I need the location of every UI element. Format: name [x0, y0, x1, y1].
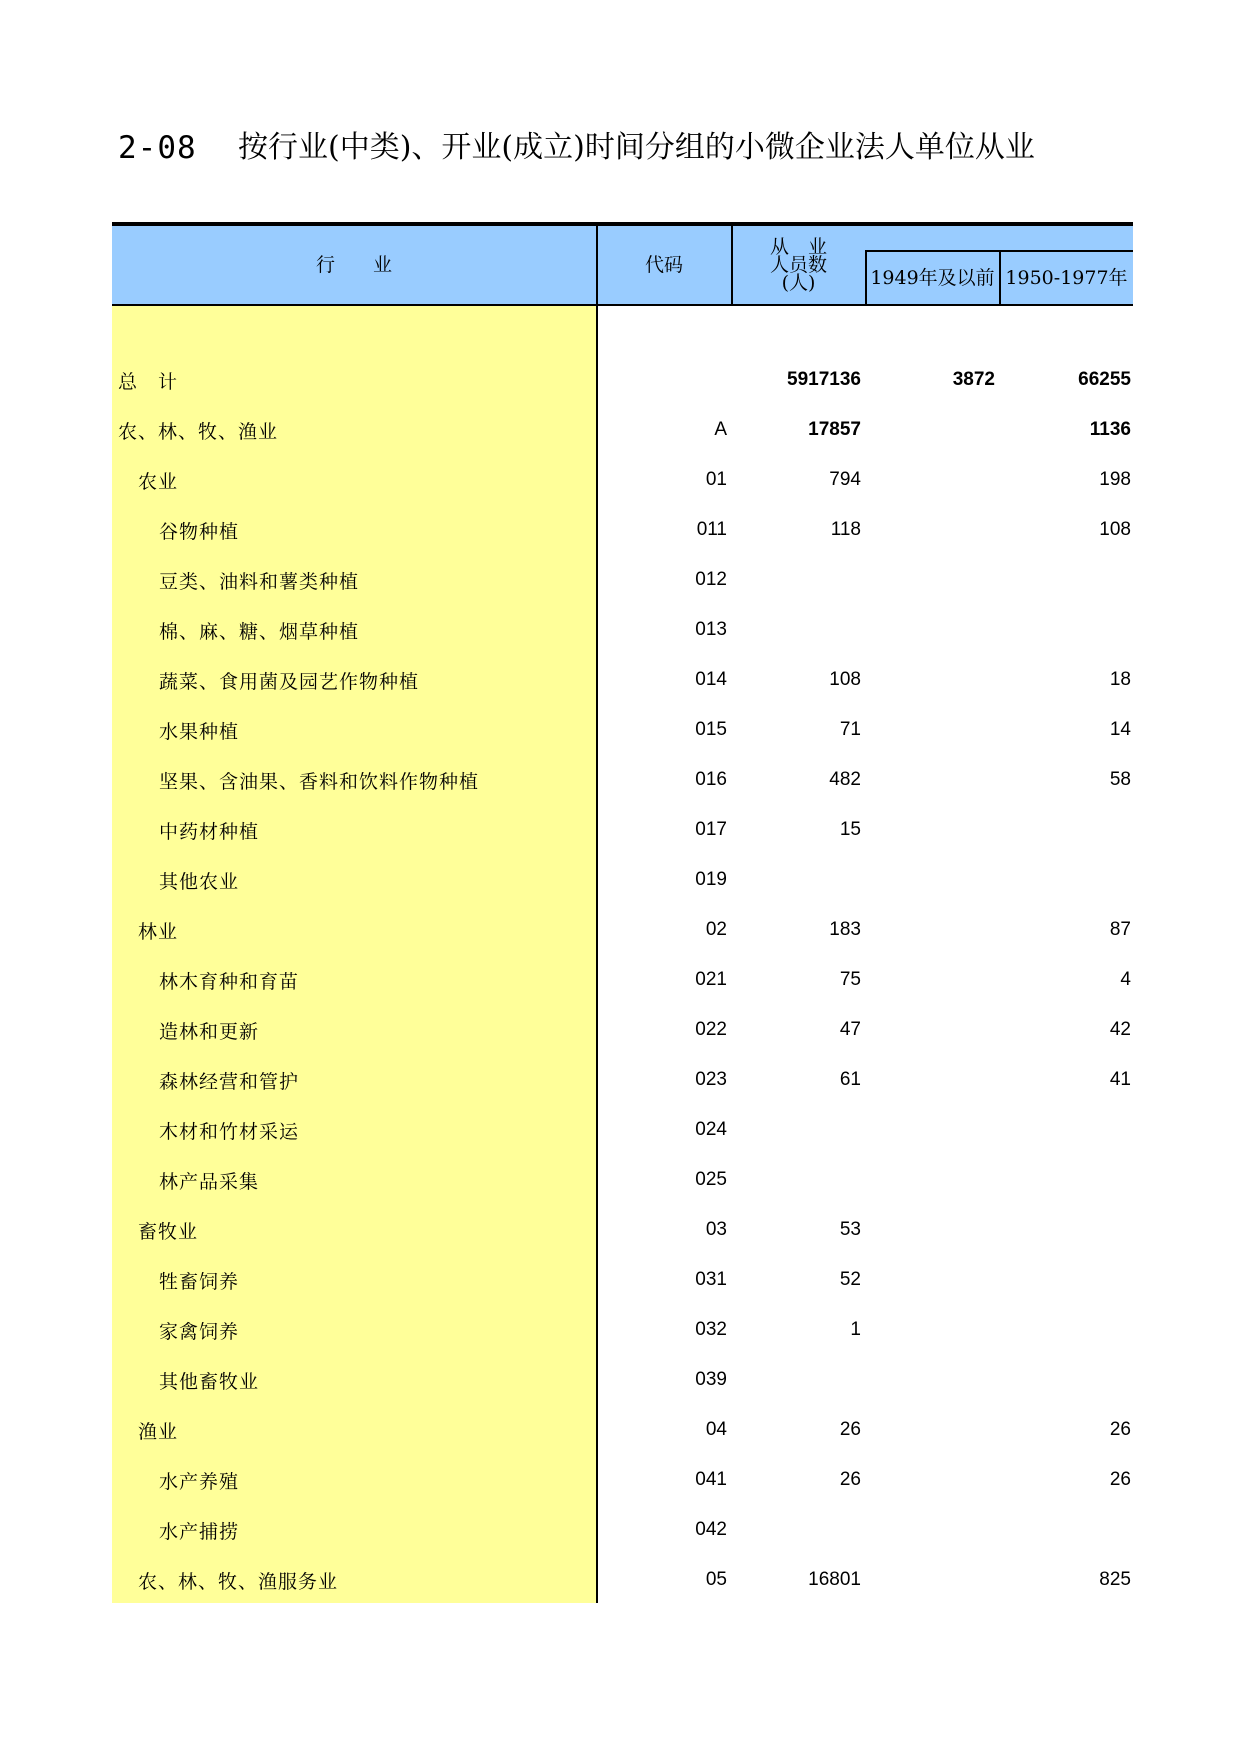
industry-name: 农、林、牧、渔业: [118, 420, 279, 443]
industry-name: 林产品采集: [159, 1170, 260, 1193]
count-1949-and-before: [866, 1555, 995, 1605]
count-1949-and-before: [866, 1405, 995, 1455]
employees-count: 61: [839, 1069, 861, 1090]
industry-name: 水产养殖: [159, 1470, 240, 1493]
count-1950-1977: [1002, 1105, 1131, 1155]
employees-count: 183: [829, 919, 861, 940]
count-1949-and-before: [866, 1255, 995, 1305]
count-1949-and-before: 3872: [952, 369, 995, 390]
count-1949-and-before: [866, 805, 995, 855]
count-1950-1977: 87: [1109, 919, 1131, 940]
employees-count: 26: [839, 1469, 861, 1490]
count-1949-and-before: [866, 1005, 995, 1055]
employees-count: 794: [829, 469, 861, 490]
count-1950-1977: 66255: [1078, 369, 1131, 390]
industry-code: 019: [695, 869, 727, 890]
count-1949-and-before: [866, 605, 995, 655]
table-row: [112, 1355, 1133, 1405]
count-1950-1977: 18: [1109, 669, 1131, 690]
employees-count: 53: [839, 1219, 861, 1240]
count-1950-1977: [1002, 805, 1131, 855]
count-1950-1977: 108: [1099, 519, 1131, 540]
count-1950-1977: [1002, 1155, 1131, 1205]
employees-count: [732, 1355, 861, 1405]
industry-name: 木材和竹材采运: [159, 1120, 300, 1143]
table-row: [112, 1455, 1133, 1505]
employees-count: [732, 1505, 861, 1555]
table-row: [112, 455, 1133, 505]
industry-name: 蔬菜、食用菌及园艺作物种植: [159, 670, 420, 693]
industry-code: 039: [695, 1369, 727, 1390]
table-row: [112, 1105, 1133, 1155]
industry-name: 农、林、牧、渔服务业: [138, 1570, 339, 1593]
industry-name: 森林经营和管护: [159, 1070, 300, 1093]
industry-code: 023: [695, 1069, 727, 1090]
column-header-employees: [732, 228, 865, 302]
count-1949-and-before: [866, 905, 995, 955]
table-title-text: 按行业(中类)、开业(成立)时间分组的小微企业法人单位从业: [238, 130, 1035, 165]
count-1950-1977: [1002, 1205, 1131, 1255]
employees-count: 15: [839, 819, 861, 840]
column-header-1950-1977: 1950-1977年: [1005, 267, 1128, 289]
table-title: [118, 128, 1133, 168]
count-1950-1977: 26: [1109, 1419, 1131, 1440]
table-row: [112, 855, 1133, 905]
count-1950-1977: 41: [1109, 1069, 1131, 1090]
count-1949-and-before: [866, 1055, 995, 1105]
employees-count: 71: [839, 719, 861, 740]
count-1950-1977: [1002, 555, 1131, 605]
industry-code: 025: [695, 1169, 727, 1190]
count-1949-and-before: [866, 1155, 995, 1205]
industry-name: 总 计: [118, 370, 179, 393]
industry-code: [598, 355, 727, 405]
table-row: [112, 1155, 1133, 1205]
employees-count: [732, 555, 861, 605]
count-1949-and-before: [866, 1505, 995, 1555]
employees-count: 482: [829, 769, 861, 790]
count-1950-1977: [1002, 855, 1131, 905]
industry-name: 牲畜饲养: [159, 1270, 240, 1293]
industry-code: 01: [705, 469, 727, 490]
count-1950-1977: [1002, 1505, 1131, 1555]
count-1949-and-before: [866, 1305, 995, 1355]
count-1950-1977: 4: [1120, 969, 1131, 990]
table-row: [112, 1005, 1133, 1055]
industry-name: 林业: [138, 920, 179, 943]
count-1949-and-before: [866, 655, 995, 705]
employees-count: [732, 855, 861, 905]
industry-name: 渔业: [138, 1420, 179, 1443]
employees-count: 17857: [808, 419, 861, 440]
table-row: [112, 1305, 1133, 1355]
industry-code: 016: [695, 769, 727, 790]
table-row: [112, 1255, 1133, 1305]
column-header-industry: 行 业: [315, 254, 392, 276]
industry-name: 水产捕捞: [159, 1520, 240, 1543]
employees-count: 75: [839, 969, 861, 990]
count-1949-and-before: [866, 705, 995, 755]
table-row: [112, 1505, 1133, 1555]
employees-count: [732, 605, 861, 655]
table-row: [112, 605, 1133, 655]
table-row: [112, 905, 1133, 955]
industry-code: 014: [695, 669, 727, 690]
industry-code: 042: [695, 1519, 727, 1540]
industry-name: 畜牧业: [138, 1220, 199, 1243]
industry-name: 坚果、含油果、香料和饮料作物种植: [159, 770, 480, 793]
count-1949-and-before: [866, 455, 995, 505]
table-row: [112, 1555, 1133, 1605]
industry-name: 棉、麻、糖、烟草种植: [159, 620, 360, 643]
count-1949-and-before: [866, 1455, 995, 1505]
count-1949-and-before: [866, 505, 995, 555]
column-header-1949-and-before: 1949年及以前: [870, 267, 995, 289]
table-number: 2-08: [118, 130, 197, 166]
column-header-employees-line1: 从 业: [769, 236, 827, 258]
employees-count: [732, 1105, 861, 1155]
table-row: [112, 955, 1133, 1005]
table-row: [112, 705, 1133, 755]
count-1950-1977: [1002, 1255, 1131, 1305]
table-row: [112, 555, 1133, 605]
table-row: [112, 1055, 1133, 1105]
industry-code: 041: [695, 1469, 727, 1490]
table-row: [112, 805, 1133, 855]
industry-code: 05: [705, 1569, 727, 1590]
count-1949-and-before: [866, 955, 995, 1005]
table-row: [112, 405, 1133, 455]
industry-name: 家禽饲养: [159, 1320, 240, 1343]
industry-name: 其他畜牧业: [159, 1370, 260, 1393]
employees-count: [732, 1155, 861, 1205]
industry-code: A: [714, 419, 727, 440]
industry-code: 015: [695, 719, 727, 740]
count-1949-and-before: [866, 405, 995, 455]
count-1950-1977: 58: [1109, 769, 1131, 790]
count-1950-1977: 14: [1109, 719, 1131, 740]
industry-name: 农业: [138, 470, 179, 493]
industry-code: 021: [695, 969, 727, 990]
industry-code: 022: [695, 1019, 727, 1040]
table-row: [112, 1205, 1133, 1255]
count-1949-and-before: [866, 555, 995, 605]
count-1950-1977: 26: [1109, 1469, 1131, 1490]
table-row: [112, 655, 1133, 705]
count-1950-1977: 825: [1099, 1569, 1131, 1590]
industry-code: 03: [705, 1219, 727, 1240]
table-row: [112, 505, 1133, 555]
industry-code: 013: [695, 619, 727, 640]
industry-code: 012: [695, 569, 727, 590]
industry-code: 02: [705, 919, 727, 940]
column-header-code: 代码: [644, 254, 683, 276]
employees-count: 5917136: [787, 369, 861, 390]
count-1949-and-before: [866, 1205, 995, 1255]
count-1949-and-before: [866, 1355, 995, 1405]
count-1949-and-before: [866, 1105, 995, 1155]
industry-name: 水果种植: [159, 720, 240, 743]
column-header-employees-line3: (人): [781, 272, 816, 294]
count-1950-1977: 42: [1109, 1019, 1131, 1040]
industry-name: 谷物种植: [159, 520, 240, 543]
employees-count: 47: [839, 1019, 861, 1040]
industry-code: 011: [696, 519, 727, 540]
employees-count: 52: [839, 1269, 861, 1290]
employees-count: 118: [830, 519, 861, 540]
employees-count: 108: [829, 669, 861, 690]
industry-code: 04: [705, 1419, 727, 1440]
industry-name: 中药材种植: [159, 820, 260, 843]
industry-code: 024: [695, 1119, 727, 1140]
employees-count: 1: [850, 1319, 861, 1340]
employees-count: 26: [839, 1419, 861, 1440]
industry-name: 造林和更新: [159, 1020, 260, 1043]
count-1950-1977: 1136: [1089, 419, 1131, 440]
column-header-employees-line2: 人员数: [769, 254, 827, 276]
count-1950-1977: [1002, 605, 1131, 655]
table-row: [112, 1405, 1133, 1455]
count-1949-and-before: [866, 755, 995, 805]
industry-code: 017: [695, 819, 727, 840]
table-row: [112, 755, 1133, 805]
employees-count: 16801: [808, 1569, 861, 1590]
industry-code: 032: [695, 1319, 727, 1340]
count-1950-1977: 198: [1099, 469, 1131, 490]
count-1950-1977: [1002, 1305, 1131, 1355]
industry-code: 031: [695, 1269, 727, 1290]
count-1950-1977: [1002, 1355, 1131, 1405]
industry-name: 其他农业: [159, 870, 240, 893]
industry-name: 豆类、油料和薯类种植: [159, 570, 360, 593]
table-row: [112, 355, 1133, 405]
industry-name: 林木育种和育苗: [159, 970, 300, 993]
count-1949-and-before: [866, 855, 995, 905]
